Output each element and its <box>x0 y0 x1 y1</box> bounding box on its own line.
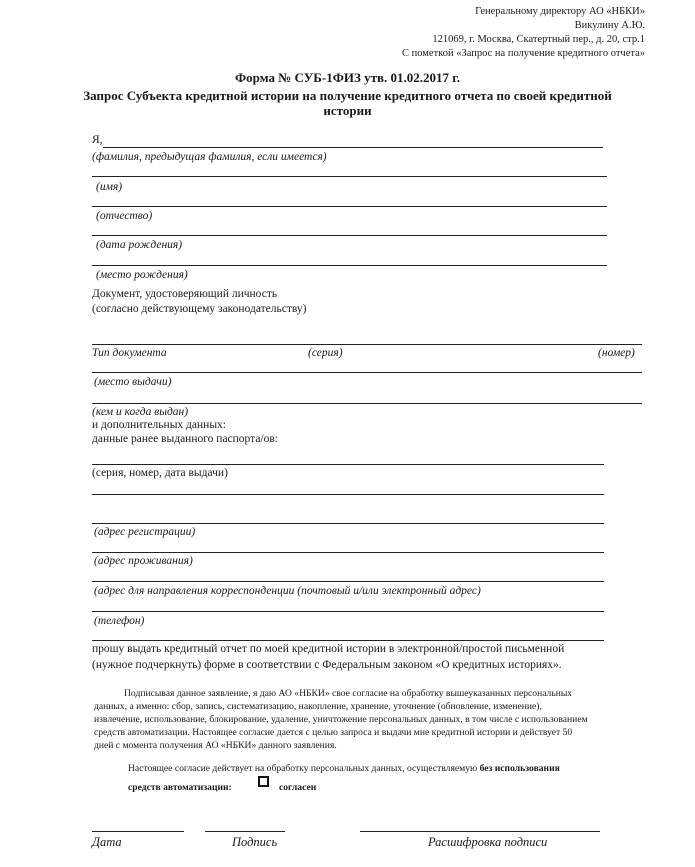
agree-label: согласен <box>279 782 317 793</box>
consent-line-3: извлечение, использование, блокирование, удаление, уничтожение персональных данных, в том числе с использованием <box>94 714 588 725</box>
date-caption: Дата <box>92 835 122 849</box>
reg-address-caption: (адрес регистрации) <box>94 526 196 538</box>
phone-input-line[interactable] <box>92 611 604 612</box>
decode-input-line[interactable] <box>360 831 600 832</box>
sign-input-line[interactable] <box>205 831 285 832</box>
birth-place-input-line[interactable] <box>92 265 607 266</box>
doc-heading-1: Документ, удостоверяющий личность <box>92 288 278 300</box>
issue-place-input-line[interactable] <box>92 372 642 373</box>
live-address-caption: (адрес проживания) <box>94 555 193 567</box>
consent-line-5: дней с момента получения АО «НБКИ» данного заявления. <box>94 740 337 751</box>
agree-checkbox[interactable] <box>258 776 269 787</box>
birth-date-input-line[interactable] <box>92 235 607 236</box>
consent2-bold-text: без использования <box>479 763 560 774</box>
issued-by-input-line[interactable] <box>92 403 642 404</box>
additional-data-label: и дополнительных данных: <box>92 419 226 431</box>
doc-type-input-line[interactable] <box>92 344 642 345</box>
addressee-line-2: Викулину А.Ю. <box>574 20 645 31</box>
consent-line-1: Подписывая данное заявление, я даю АО «НБКИ» свое согласие на обработку вышеуказанных персональных <box>124 688 573 699</box>
consent2-line-1 <box>128 763 560 774</box>
birth-place-caption: (место рождения) <box>96 269 188 281</box>
decode-caption: Расшифровка подписи <box>428 835 548 849</box>
request-line-1: прошу выдать кредитный отчет по моей кредитной истории в электронной/простой письменной <box>92 643 565 655</box>
issued-by-caption: (кем и когда выдан) <box>92 406 189 418</box>
number-caption: (номер) <box>598 347 635 359</box>
birth-date-caption: (дата рождения) <box>96 239 183 251</box>
consent-line-4: средств автоматизации. Настоящее согласие дается с целью запроса и выдачи мне кредитной истории и действует 50 <box>94 727 573 738</box>
name-caption: (имя) <box>96 181 123 193</box>
mail-address-caption: (адрес для направления корреспонденции (почтовый и/или электронный адрес) <box>94 585 481 597</box>
surname-caption: (фамилия, предыдущая фамилия, если имеется) <box>92 151 327 163</box>
addressee-line-1: Генеральному директору АО «НБКИ» <box>475 6 645 17</box>
reg-address-input-line[interactable] <box>92 523 604 524</box>
doc-heading-2: (согласно действующему законодательству) <box>92 303 307 315</box>
name-input-line[interactable] <box>92 176 607 177</box>
surname-input-line[interactable] <box>103 147 603 148</box>
form-subtitle-line-1: Запрос Субъекта кредитной истории на получение кредитного отчета по своей кредитной <box>83 88 612 103</box>
prev-passport-input-line-2[interactable] <box>92 494 604 495</box>
series-caption: (серия) <box>308 347 343 359</box>
prev-passport-caption: (серия, номер, дата выдачи) <box>92 467 228 479</box>
form-title: Форма № СУБ-1ФИЗ утв. 01.02.2017 г. <box>235 70 460 85</box>
patronymic-caption: (отчество) <box>96 210 153 222</box>
phone-caption: (телефон) <box>94 615 145 627</box>
request-line-2: (нужное подчеркнуть) форме в соответствии с Федеральным законом «О кредитных историях». <box>92 659 562 671</box>
sign-caption: Подпись <box>232 835 278 849</box>
mail-address-input-line[interactable] <box>92 581 604 582</box>
ya-label: Я, <box>92 134 103 146</box>
prev-passport-input-line[interactable] <box>92 464 604 465</box>
consent2-line-2: средств автоматизации: <box>128 782 232 793</box>
issue-place-caption: (место выдачи) <box>94 376 172 388</box>
phone-bottom-line <box>92 640 604 641</box>
patronymic-input-line[interactable] <box>92 206 607 207</box>
doc-type-caption: Тип документа <box>92 347 167 359</box>
consent2-normal-text: Настоящее согласие действует на обработку персональных данных, осуществляемую <box>128 763 478 774</box>
form-subtitle-line-2: истории <box>323 103 372 118</box>
addressee-line-3: 121069, г. Москва, Скатертный пер., д. 20, стр.1 <box>432 34 645 45</box>
prev-passport-label: данные ранее выданного паспорта/ов: <box>92 433 278 445</box>
addressee-line-4: С пометкой «Запрос на получение кредитного отчета» <box>401 48 645 59</box>
date-input-line[interactable] <box>92 831 184 832</box>
consent-line-2: данных, а именно: сбор, запись, систематизацию, накопление, хранение, уточнение (обновление, изменение), <box>94 701 542 712</box>
live-address-input-line[interactable] <box>92 552 604 553</box>
